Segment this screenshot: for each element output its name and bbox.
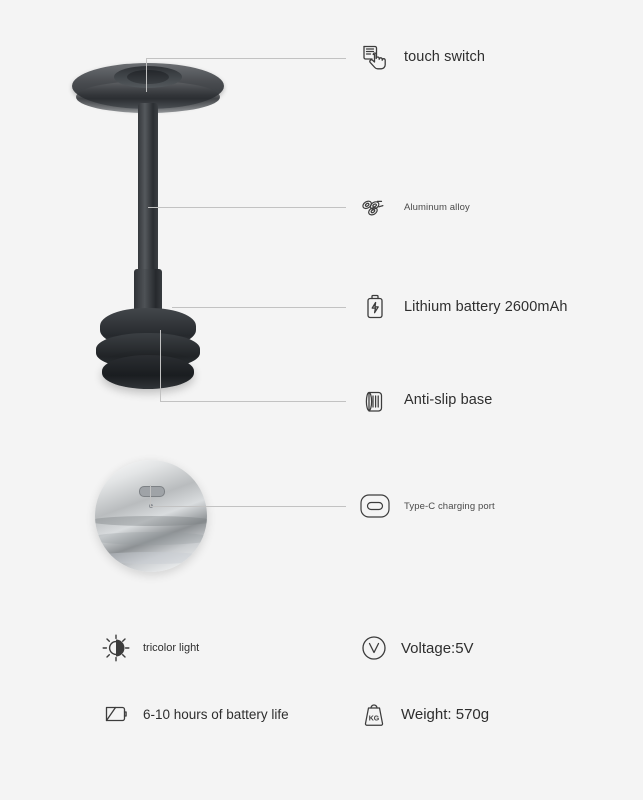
spec-label: Voltage:5V <box>401 639 474 657</box>
leader-line-battery <box>172 307 346 308</box>
sphere-band-lower <box>95 552 207 564</box>
voltage-icon <box>358 632 390 664</box>
sphere-band-upper <box>95 516 207 526</box>
anti-slip-base-icon <box>358 383 392 417</box>
callout-label: Anti-slip base <box>404 392 493 408</box>
svg-text:KG: KG <box>368 715 380 723</box>
battery-icon <box>358 290 392 324</box>
spec-tricolor-light <box>100 632 199 664</box>
leader-line-touch-switch <box>146 58 346 92</box>
callout-type-c-port <box>358 489 495 523</box>
touch-switch-icon <box>358 40 392 74</box>
callout-label: Aluminum alloy <box>404 201 470 213</box>
spec-label: 6-10 hours of battery life <box>143 706 289 722</box>
lamp-base-detail-sphere <box>95 460 207 572</box>
callout-label: touch switch <box>404 49 485 65</box>
tricolor-light-icon <box>100 632 132 664</box>
callout-aluminum-alloy <box>358 190 470 224</box>
spec-label: Weight: 570g <box>401 705 490 723</box>
callout-label: Lithium battery 2600mAh <box>404 299 568 315</box>
callout-touch-switch <box>358 40 485 74</box>
weight-kg-icon <box>358 698 390 730</box>
usb-type-c-port-icon <box>358 489 392 523</box>
leader-line-aluminum-alloy <box>148 207 346 208</box>
lamp-stem-upper <box>138 103 158 273</box>
leader-line-type-c-port <box>150 485 346 507</box>
spec-label: tricolor light <box>143 642 200 654</box>
sphere-band-middle <box>95 532 207 545</box>
callout-lithium-battery <box>358 290 568 324</box>
battery-life-icon <box>100 698 132 730</box>
spec-battery-life <box>100 698 289 730</box>
aluminum-alloy-icon <box>358 190 392 224</box>
leader-line-anti-slip-base <box>160 330 346 402</box>
callout-anti-slip-base <box>358 383 492 417</box>
spec-voltage <box>358 632 474 664</box>
callout-label: Type-C charging port <box>404 500 495 512</box>
spec-weight <box>358 698 489 730</box>
